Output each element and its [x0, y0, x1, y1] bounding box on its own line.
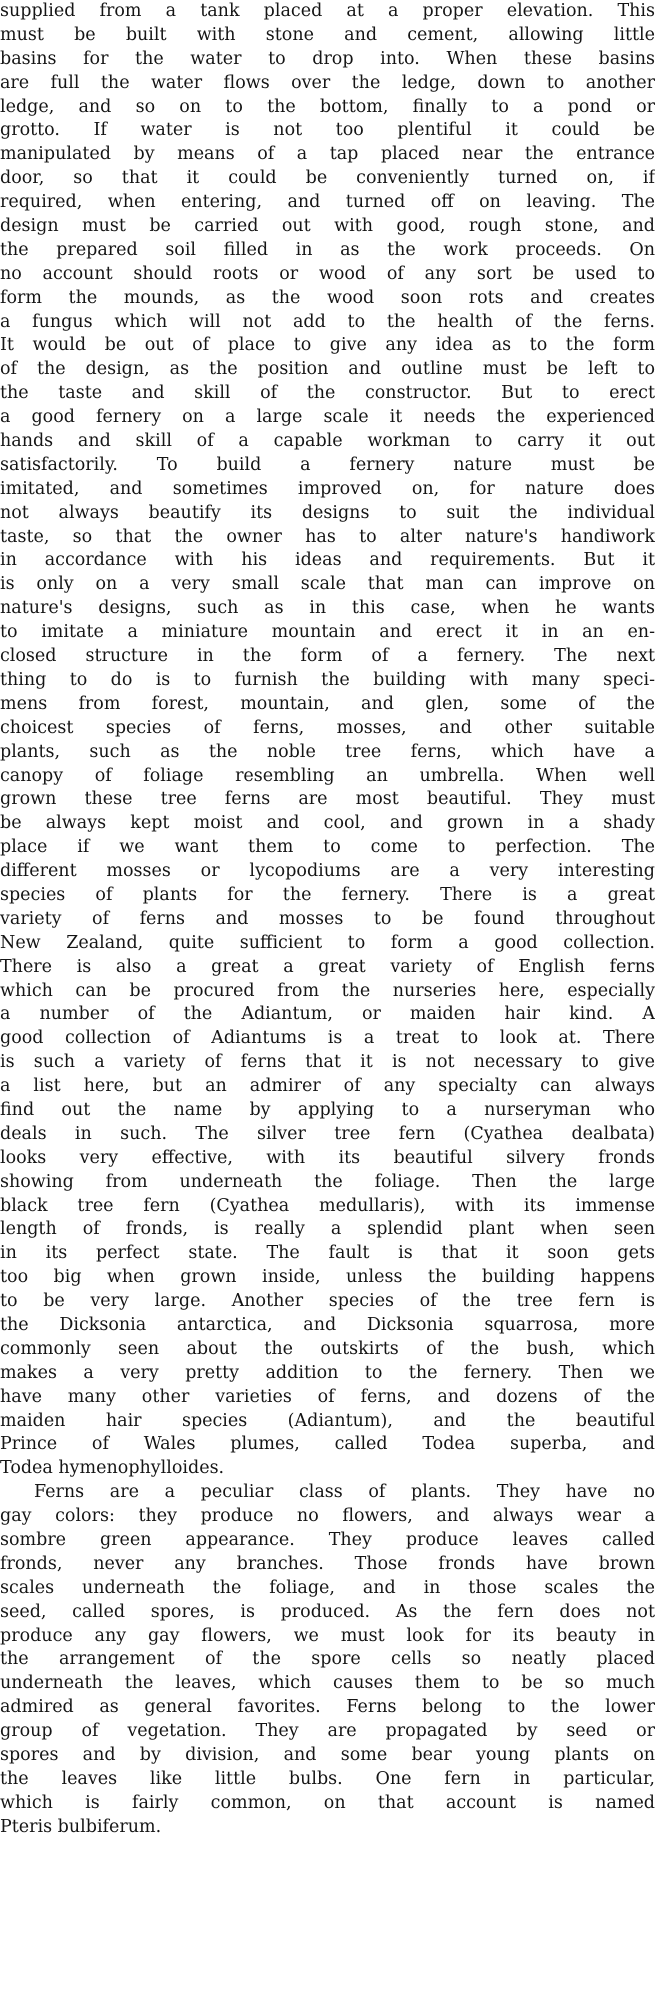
- text-line: satisfactorily. To build a fernery nature must be: [0, 454, 655, 475]
- text-line: maiden hair species (Adiantum), and the beautiful: [0, 1410, 655, 1431]
- text-line: of the design, as the position and outline must be left to: [0, 359, 655, 380]
- text-line: form the mounds, as the wood soon rots and creates: [0, 287, 655, 308]
- text-line: to imitate a miniature mountain and erect it in an en-: [0, 622, 655, 643]
- text-line: basins for the water to drop into. When these basins: [0, 48, 655, 69]
- text-line: the leaves like little bulbs. One fern in particular,: [0, 1768, 655, 1789]
- text-line: good collection of Adiantums is a treat to look at. There: [0, 1028, 655, 1049]
- text-line: a number of the Adiantum, or maiden hair kind. A: [0, 1004, 655, 1025]
- text-line: showing from underneath the foliage. Then the large: [0, 1171, 655, 1192]
- text-line: underneath the leaves, which causes them to be so much: [0, 1673, 655, 1694]
- text-line: sombre green appearance. They produce leaves called: [0, 1530, 655, 1550]
- text-line: the Dicksonia antarctica, and Dicksonia squarrosa, more: [0, 1314, 655, 1335]
- paragraph: [0, 1481, 655, 1839]
- text-line: gay colors: they produce no flowers, and always wear a: [0, 1506, 655, 1527]
- text-line: the prepared soil filled in as the work proceeds. On: [0, 239, 655, 260]
- text-line: choicest species of ferns, mosses, and other suitable: [0, 717, 655, 738]
- text-line: a good fernery on a large scale it needs the experienced: [0, 407, 655, 428]
- text-line: hands and skill of a capable workman to carry it out: [0, 431, 655, 452]
- text-line: nature's designs, such as in this case, when he wants: [0, 598, 655, 619]
- text-line: New Zealand, quite sufficient to form a good collection.: [0, 932, 655, 953]
- text-line: Ferns are a peculiar class of plants. They have no: [34, 1482, 655, 1503]
- text-line: ledge, and so on to the bottom, finally to a pond or: [0, 96, 655, 117]
- text-line: in accordance with his ideas and requirements. But it: [0, 550, 655, 571]
- text-line: must be built with stone and cement, allowing little: [0, 24, 655, 45]
- text-line: length of fronds, is really a splendid plant when seen: [0, 1219, 655, 1240]
- text-line: mens from forest, mountain, and glen, some of the: [0, 693, 655, 714]
- text-line: taste, so that the owner has to alter nature's handiwork: [0, 526, 655, 547]
- text-line: different mosses or lycopodiums are a very interesting: [0, 861, 655, 882]
- text-line: are full the water flows over the ledge, down to another: [0, 72, 655, 93]
- text-line: variety of ferns and mosses to be found throughout: [0, 908, 655, 929]
- text-line: door, so that it could be conveniently turned on, if: [0, 168, 655, 189]
- text-line: a list here, but an admirer of any specialty can always: [0, 1076, 655, 1097]
- text-line: imitated, and sometimes improved on, for nature does: [0, 478, 655, 499]
- text-line: makes a very pretty addition to the fernery. Then we: [0, 1362, 655, 1383]
- text-line: not always beautify its designs to suit the individual: [0, 502, 655, 523]
- text-line: closed structure in the form of a fernery. The next: [0, 646, 655, 667]
- text-line: Todea hymenophylloides.: [0, 1458, 225, 1479]
- text-line: which is fairly common, on that account is named: [0, 1792, 655, 1813]
- text-line: a fungus which will not add to the health of the ferns.: [0, 311, 655, 332]
- text-line: produce any gay flowers, we must look for its beauty in: [0, 1625, 655, 1646]
- text-line: be always kept moist and cool, and grown in a shady: [0, 813, 655, 834]
- text-line: admired as general favorites. Ferns belong to the lower: [0, 1697, 655, 1718]
- text-line: canopy of foliage resembling an umbrella. When well: [0, 765, 655, 786]
- text-line: design must be carried out with good, rough stone, and: [0, 216, 655, 237]
- text-line: black tree fern (Cyathea medullaris), with its immense: [0, 1195, 655, 1216]
- text-line: the arrangement of the spore cells so neatly placed: [0, 1649, 655, 1670]
- text-line: thing to do is to furnish the building with many speci-: [0, 669, 655, 690]
- text-line: It would be out of place to give any idea as to the form: [0, 335, 655, 356]
- text-line: supplied from a tank placed at a proper elevation. This: [0, 1, 655, 21]
- text-line: species of plants for the fernery. There is a great: [0, 884, 655, 905]
- text-line: in its perfect state. The fault is that it soon gets: [0, 1243, 655, 1264]
- text-line: looks very effective, with its beautiful silvery fronds: [0, 1147, 655, 1168]
- text-line: plants, such as the noble tree ferns, which have a: [0, 741, 655, 762]
- text-line: find out the name by applying to a nurseryman who: [0, 1099, 655, 1120]
- text-line: the taste and skill of the constructor. But to erect: [0, 383, 655, 404]
- text-line: deals in such. The silver tree fern (Cyathea dealbata): [0, 1123, 655, 1144]
- text-line: commonly seen about the outskirts of the bush, which: [0, 1338, 655, 1359]
- text-line: There is also a great a great variety of English ferns: [0, 956, 655, 977]
- text-line: is only on a very small scale that man can improve on: [0, 574, 655, 595]
- text-line: spores and by division, and some bear young plants on: [0, 1745, 655, 1766]
- text-line: Prince of Wales plumes, called Todea superba, and: [0, 1434, 655, 1455]
- text-line: too big when grown inside, unless the building happens: [0, 1267, 655, 1288]
- text-line: to be very large. Another species of the tree fern is: [0, 1291, 655, 1312]
- text-line: scales underneath the foliage, and in those scales the: [0, 1577, 655, 1598]
- text-line: grown these tree ferns are most beautiful. They must: [0, 789, 655, 810]
- text-line: fronds, never any branches. Those fronds have brown: [0, 1553, 655, 1574]
- text-line: required, when entering, and turned off on leaving. The: [0, 192, 655, 213]
- text-line: seed, called spores, is produced. As the fern does not: [0, 1601, 655, 1622]
- text-line: group of vegetation. They are propagated by seed or: [0, 1721, 655, 1742]
- text-line: which can be procured from the nurseries here, especially: [0, 980, 655, 1001]
- text-line: place if we want them to come to perfection. The: [0, 837, 655, 858]
- text-line: grotto. If water is not too plentiful it could be: [0, 120, 655, 141]
- text-line: is such a variety of ferns that it is not necessary to give: [0, 1052, 655, 1073]
- text-line: manipulated by means of a tap placed near the entrance: [0, 144, 655, 165]
- text-line: no account should roots or wood of any sort be used to: [0, 263, 655, 284]
- text-line: have many other varieties of ferns, and dozens of the: [0, 1386, 655, 1407]
- text-line: Pteris bulbiferum.: [0, 1816, 162, 1837]
